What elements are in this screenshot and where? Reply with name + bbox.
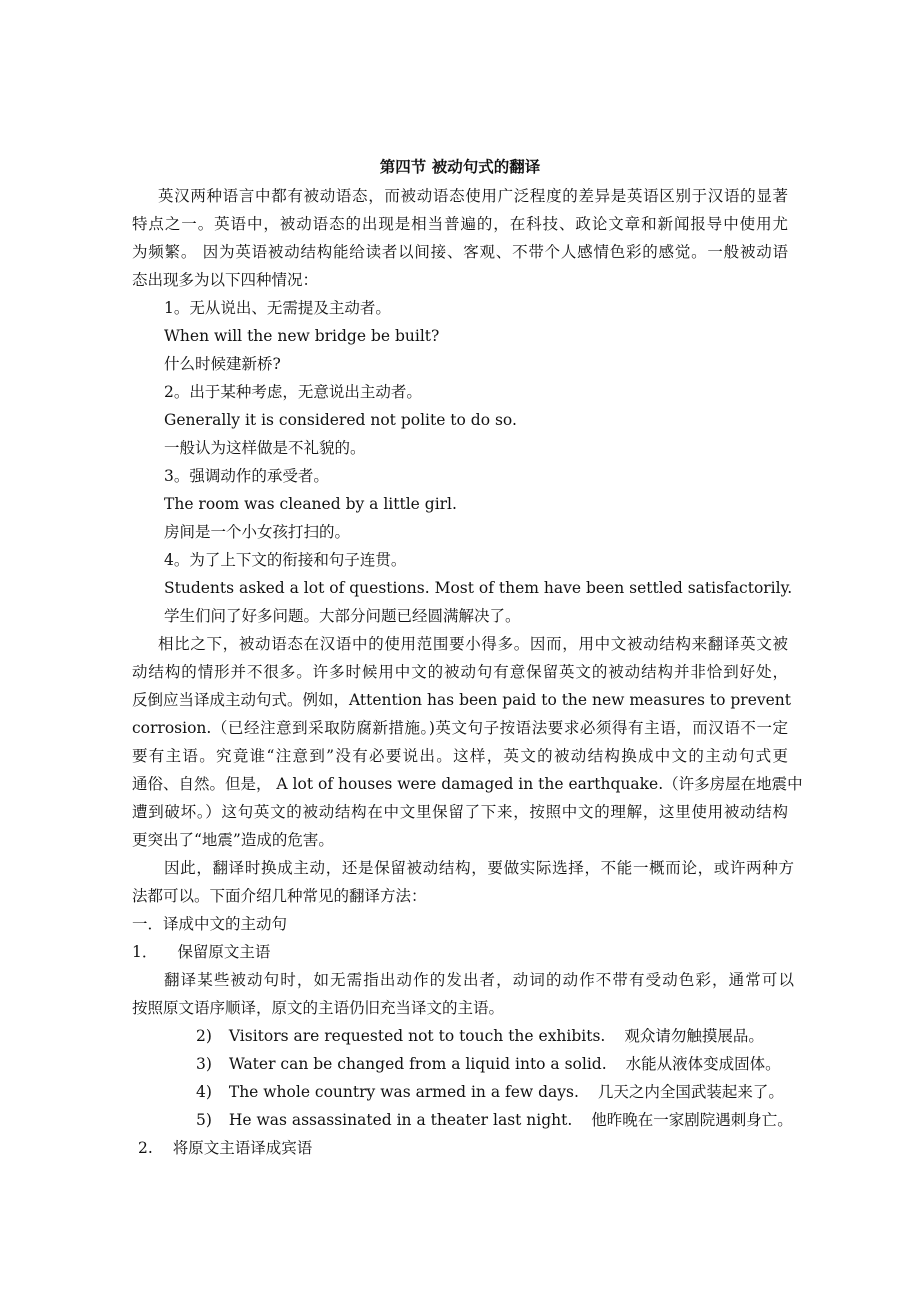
subsection-1-number: 1． — [132, 943, 158, 961]
subsection-2-heading — [138, 1138, 312, 1158]
example-chinese: 水能从液体变成固体。 — [625, 1055, 781, 1073]
case-2-english: Generally it is considered not polite to do so. — [164, 411, 517, 429]
subsection-2-text: 将原文主语译成宾语 — [172, 1139, 313, 1157]
case-4-heading: 4。为了上下文的衔接和句子连贯。 — [164, 551, 407, 569]
example-number: 4) — [196, 1083, 212, 1101]
subsection-1-para-line-1: 翻译某些被动句时，如无需指出动作的发出者，动词的动作不带有受动色彩，通常可以 — [164, 971, 794, 989]
case-3-heading: 3。强调动作的承受者。 — [164, 467, 329, 485]
example-english: Water can be changed from a liquid into a solid. — [228, 1055, 607, 1073]
case-3-chinese: 房间是一个小女孩打扫的。 — [164, 523, 351, 541]
intro-line-1: 英汉两种语言中都有被动语态，而被动语态使用广泛程度的差异是英语区别于汉语的显著 — [158, 187, 788, 205]
example-english: The whole country was armed in a few days. — [228, 1083, 579, 1101]
example-chinese: 他昨晚在一家剧院遇刺身亡。 — [591, 1111, 793, 1129]
case-1-english: When will the new bridge be built? — [164, 327, 440, 345]
case-4-english: Students asked a lot of questions. Most of them have been settled satisfactorily. — [164, 579, 793, 597]
example-item — [196, 1082, 784, 1102]
subsection-1-para-line-2: 按照原文语序顺译，原文的主语仍旧充当译文的主语。 — [132, 999, 505, 1017]
intro-line-4: 态出现多为以下四种情况： — [132, 271, 319, 289]
example-item — [196, 1054, 781, 1074]
example-chinese: 观众请勿触摸展品。 — [624, 1027, 764, 1045]
case-1-chinese: 什么时候建新桥? — [164, 355, 281, 373]
subsection-1-heading — [132, 942, 270, 962]
case-3-english: The room was cleaned by a little girl. — [164, 495, 457, 513]
example-english: He was assassinated in a theater last night. — [228, 1111, 573, 1129]
example-english: Visitors are requested not to touch the exhibits. — [228, 1027, 606, 1045]
contrast-line-2: 动结构的情形并不很多。许多时候用中文的被动句有意保留英文的被动结构并非恰到好处， — [132, 663, 788, 681]
example-number: 3) — [196, 1055, 212, 1073]
conclusion-line-2: 法都可以。下面介绍几种常见的翻译方法： — [132, 887, 427, 905]
intro-line-3: 为频繁。 因为英语被动结构能给读者以间接、客观、不带个人感情色彩的感觉。一般被动语 — [132, 243, 788, 261]
example-chinese: 几天之内全国武装起来了。 — [597, 1083, 784, 1101]
contrast-line-3: 反倒应当译成主动句式。例如，Attention has been paid to the new measures to prevent — [132, 691, 792, 709]
case-1-heading: 1。无从说出、无需提及主动者。 — [164, 299, 391, 317]
case-2-chinese: 一般认为这样做是不礼貌的。 — [164, 439, 366, 457]
example-number: 5) — [196, 1111, 212, 1129]
conclusion-line-1: 因此，翻译时换成主动，还是保留被动结构，要做实际选择，不能一概而论，或许两种方 — [164, 859, 794, 877]
page-title: 第四节 被动句式的翻译 — [379, 157, 541, 176]
contrast-line-4: corrosion.（已经注意到采取防腐新措施。)英文句子按语法要求必须得有主语，而汉语不一定 — [132, 719, 788, 737]
case-4-chinese: 学生们问了好多问题。大部分问题已经圆满解决了。 — [164, 607, 521, 625]
example-number: 2) — [196, 1027, 212, 1045]
example-item — [196, 1110, 793, 1130]
section-1-heading: 一．译成中文的主动句 — [132, 915, 288, 933]
contrast-line-7: 遭到破坏。）这句英文的被动结构在中文里保留了下来，按照中文的理解，这里使用被动结构 — [132, 803, 788, 821]
case-2-heading: 2。出于某种考虑，无意说出主动者。 — [164, 383, 422, 401]
contrast-line-5: 要有主语。究竟谁“注意到”没有必要说出。这样，英文的被动结构换成中文的主动句式更 — [132, 747, 788, 765]
contrast-line-8: 更突出了“地震”造成的危害。 — [132, 831, 334, 849]
subsection-2-number: 2. — [138, 1139, 153, 1157]
contrast-line-6: 通俗、自然。但是， A lot of houses were damaged in the earthquake.（许多房屋在地震中 — [132, 775, 803, 793]
example-item — [196, 1026, 764, 1046]
intro-line-2: 特点之一。英语中，被动语态的出现是相当普遍的，在科技、政论文章和新闻报导中使用尤 — [132, 215, 788, 233]
subsection-1-text: 保留原文主语 — [177, 943, 271, 961]
contrast-line-1: 相比之下，被动语态在汉语中的使用范围要小得多。因而，用中文被动结构来翻译英文被 — [158, 635, 788, 653]
